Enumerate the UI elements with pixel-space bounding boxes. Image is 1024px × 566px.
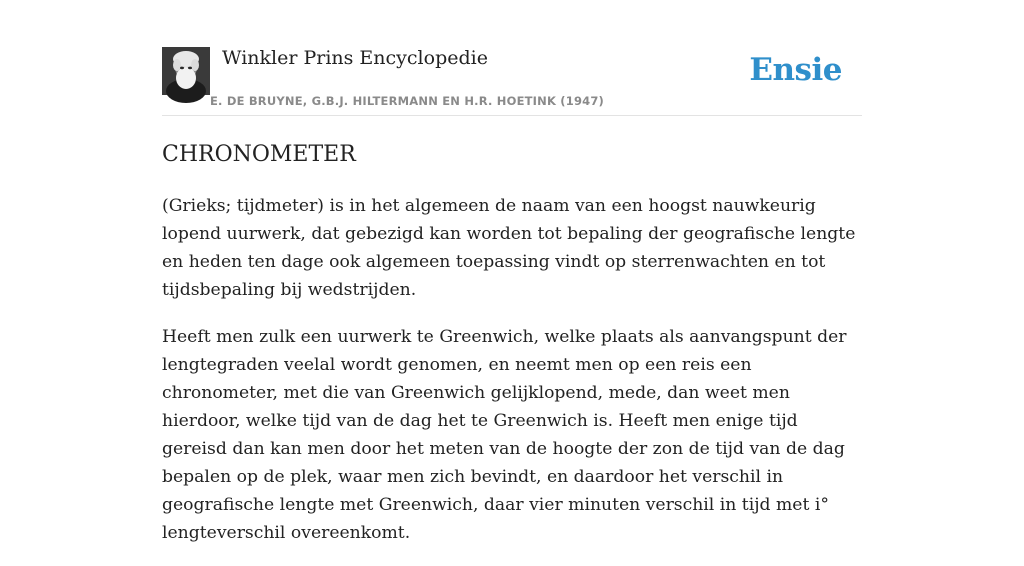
header-divider [162,115,862,116]
authors-line: E. DE BRUYNE, G.B.J. HILTERMANN EN H.R. HOETINK (1947) [210,94,605,108]
author-portrait-icon [162,47,210,95]
source-title[interactable]: Winkler Prins Encyclopedie [222,47,488,69]
entry-paragraph: (Grieks; tijdmeter) is in het algemeen de naam van een hoogst nauwkeurig lopend uurwerk, dat gebezigd kan worden tot bepaling der geografische lengte en heden ten dage ook algemeen toepassing vindt op sterrenwachten en tot tijdsbepaling bij wedstrijden. [162,196,856,300]
entry-body [162,192,862,566]
entry-paragraph: Heeft men zulk een uurwerk te Greenwich, welke plaats als aanvangspunt der lengtegraden veelal wordt genomen, en neemt men op een reis een chronometer, met die van Greenwich gelijklopend, mede, dan weet men hierdoor, welke tijd van de dag het te Greenwich is. Heeft men enige tijd gereisd dan kan men door het meten van de hoogte der zon de tijd van de dag bepalen op de plek, waar men zich bevindt, en daardoor het verschil in geografische lengte met Greenwich, daar vier minuten verschil in tijd met i° lengteverschil overeenkomt. [162,327,847,543]
header [162,0,862,116]
entry-title: CHRONOMETER [162,142,356,167]
brand-logo-link[interactable]: Ensie [749,52,842,88]
